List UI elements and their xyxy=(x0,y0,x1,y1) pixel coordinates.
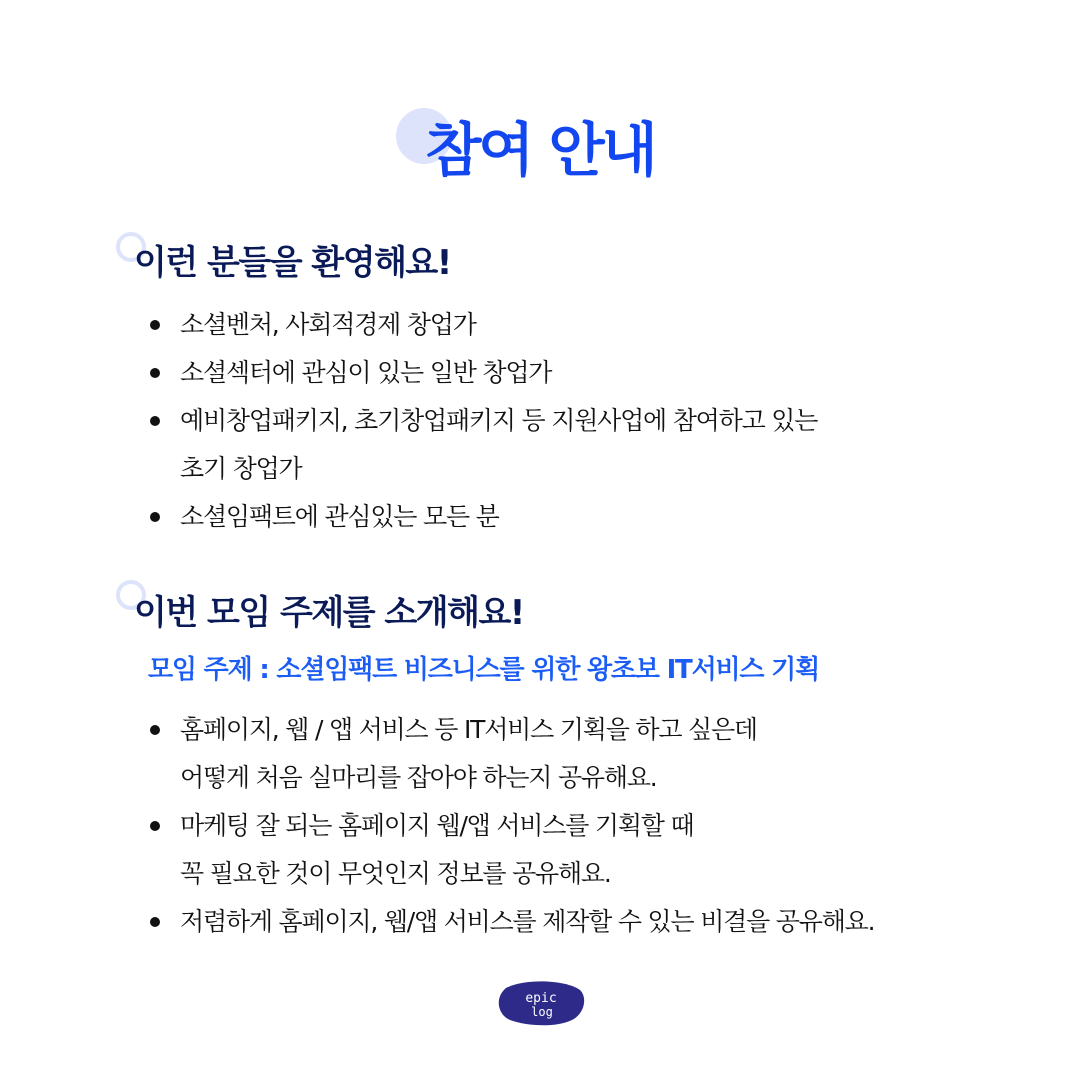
bullet-icon xyxy=(150,917,160,927)
logo-text-top: epic xyxy=(525,991,557,1006)
section-heading-topic: 이번 모임 주제를 소개해요! xyxy=(134,593,524,633)
list-item-text-continued: 초기 창업가 xyxy=(180,454,302,483)
section-heading-welcome: 이런 분들을 환영해요! xyxy=(134,243,451,283)
list-item-text: 소셜임팩트에 관심있는 모든 분 xyxy=(180,502,499,531)
list-item xyxy=(148,802,1028,898)
bullet-icon xyxy=(150,416,160,426)
title-wrap xyxy=(0,110,1080,190)
list-item xyxy=(148,397,1028,493)
list-item xyxy=(148,301,1028,349)
bullet-icon xyxy=(150,368,160,378)
logo-text-bottom: log xyxy=(531,1005,553,1019)
list-item xyxy=(148,349,1028,397)
page-title: 참여 안내 xyxy=(425,116,655,184)
list-item xyxy=(148,898,1028,946)
bullet-icon xyxy=(150,320,160,330)
list-item xyxy=(148,493,1028,541)
list-item-text: 예비창업패키지, 초기창업패키지 등 지원사업에 참여하고 있는 xyxy=(180,406,818,435)
list-item-text: 소셜벤처, 사회적경제 창업가 xyxy=(180,310,476,339)
topic-subject: 모임 주제 : 소셜임팩트 비즈니스를 위한 왕초보 IT서비스 기획 xyxy=(148,655,820,685)
list-item-text-continued: 어떻게 처음 실마리를 잡아야 하는지 공유해요. xyxy=(180,763,657,792)
bullet-icon xyxy=(150,821,160,831)
list-item-text: 마케팅 잘 되는 홈페이지 웹/앱 서비스를 기획할 때 xyxy=(180,811,694,840)
bullet-icon xyxy=(150,512,160,522)
welcome-list xyxy=(148,301,1028,541)
list-item-text: 저렴하게 홈페이지, 웹/앱 서비스를 제작할 수 있는 비결을 공유해요. xyxy=(180,907,875,936)
list-item-text: 소셜섹터에 관심이 있는 일반 창업가 xyxy=(180,358,552,387)
list-item-text: 홈페이지, 웹 / 앱 서비스 등 IT서비스 기획을 하고 싶은데 xyxy=(180,715,757,744)
bullet-icon xyxy=(150,725,160,735)
list-item-text-continued: 꼭 필요한 것이 무엇인지 정보를 공유해요. xyxy=(180,859,611,888)
list-item xyxy=(148,706,1028,802)
epiclog-logo-icon xyxy=(496,980,586,1026)
topic-list xyxy=(148,706,1028,946)
